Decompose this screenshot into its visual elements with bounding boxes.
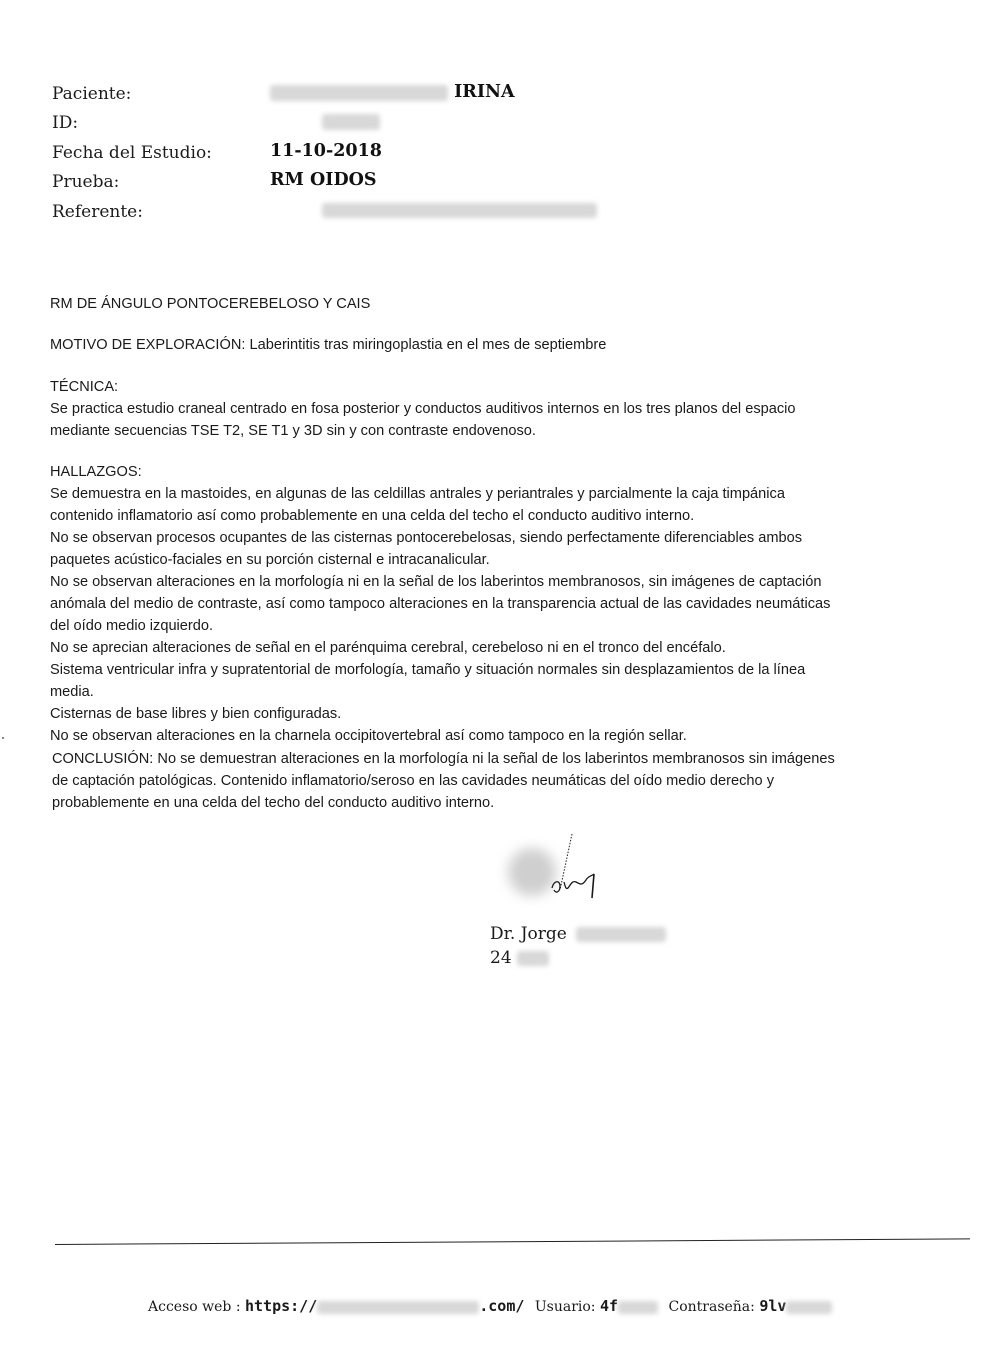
conclusion-line: de captación patológicas. Contenido inflamatorio/seroso en las cavidades neumáticas del oído medio derecho y bbox=[52, 773, 775, 789]
findings-section bbox=[50, 461, 930, 747]
referrer-row bbox=[52, 202, 652, 230]
patient-label: Paciente: bbox=[52, 84, 132, 104]
redacted-doctor-surname bbox=[576, 927, 666, 942]
technique-heading: TÉCNICA: bbox=[50, 379, 119, 395]
test-label: Prueba: bbox=[52, 172, 120, 192]
redacted-password bbox=[786, 1301, 832, 1314]
user-value: 4f bbox=[599, 1297, 619, 1315]
doctor-id-row bbox=[490, 946, 666, 970]
redacted-url bbox=[317, 1301, 479, 1314]
study-date-label: Fecha del Estudio: bbox=[52, 143, 212, 163]
report-title: RM DE ÁNGULO PONTOCEREBELOSO Y CAIS bbox=[50, 296, 371, 312]
doctor-name: Dr. Jorge bbox=[490, 924, 567, 944]
technique-line: mediante secuencias TSE T2, SE T1 y 3D sin y con contraste endovenoso. bbox=[50, 423, 536, 439]
findings-line: Cisternas de base libres y bien configuradas. bbox=[50, 706, 342, 722]
patient-first-name: IRINA bbox=[454, 82, 515, 102]
id-label: ID: bbox=[52, 113, 79, 133]
findings-line: No se observan alteraciones en la morfología ni en la señal de los laberintos membranosos, sin imágenes de captación bbox=[50, 574, 822, 590]
findings-line: Se demuestra en la mastoides, en algunas de las celdillas antrales y periantrales y parcialmente la caja timpánica bbox=[50, 486, 785, 502]
redacted-patient-surname bbox=[270, 85, 448, 101]
findings-line: No se observan procesos ocupantes de las cisternas pontocerebelosas, siendo perfectamente diferenciables ambos bbox=[50, 530, 803, 546]
web-url-prefix: https:// bbox=[245, 1297, 318, 1315]
web-access-footer bbox=[148, 1297, 832, 1315]
password-value: 9lv bbox=[759, 1297, 787, 1315]
findings-line: del oído medio izquierdo. bbox=[50, 618, 214, 634]
id-row bbox=[52, 113, 652, 141]
findings-line: media. bbox=[50, 684, 94, 700]
redacted-doctor-id bbox=[517, 951, 549, 966]
patient-value bbox=[270, 82, 515, 102]
footer-divider bbox=[55, 1238, 970, 1245]
web-access-label: Acceso web : bbox=[148, 1299, 241, 1315]
signature bbox=[490, 830, 690, 910]
study-date-row bbox=[52, 143, 652, 171]
findings-heading: HALLAZGOS: bbox=[50, 464, 142, 480]
test-row bbox=[52, 172, 652, 200]
user-label: Usuario: bbox=[534, 1299, 596, 1315]
findings-line: anómala del medio de contraste, así como tampoco alteraciones en la transparencia actual de las cavidades neumáticas bbox=[50, 596, 831, 612]
technique-section bbox=[50, 376, 930, 442]
scan-artifact bbox=[2, 737, 4, 739]
findings-line: No se aprecian alteraciones de señal en el parénquima cerebral, cerebeloso ni en el tronco del encéfalo. bbox=[50, 640, 726, 656]
findings-line: paquetes acústico-faciales en su porción cisternal e intracanalicular. bbox=[50, 552, 490, 568]
referrer-label: Referente: bbox=[52, 202, 143, 222]
web-url-suffix: .com/ bbox=[479, 1297, 525, 1315]
id-value bbox=[270, 111, 380, 131]
findings-line: contenido inflamatorio así como probablemente en una celda del techo el conducto auditivo interno. bbox=[50, 508, 695, 524]
findings-line: Sistema ventricular infra y supratentorial de morfología, tamaño y situación normales sin desplazamientos de la línea bbox=[50, 662, 806, 678]
exam-reason: MOTIVO DE EXPLORACIÓN: Laberintitis tras miringoplastia en el mes de septiembre bbox=[50, 337, 607, 353]
doctor-name-row bbox=[490, 922, 666, 946]
redacted-id bbox=[322, 114, 380, 130]
findings-line: No se observan alteraciones en la charnela occipitovertebral así como tampoco en la región sellar. bbox=[50, 728, 687, 744]
referrer-value bbox=[270, 200, 597, 220]
technique-line: Se practica estudio craneal centrado en fosa posterior y conductos auditivos internos en los tres planos del espacio bbox=[50, 401, 796, 417]
doctor-block bbox=[490, 922, 666, 970]
patient-row bbox=[52, 84, 652, 112]
conclusion-section bbox=[52, 748, 932, 814]
test-value: RM OIDOS bbox=[270, 170, 377, 190]
redacted-user bbox=[618, 1301, 658, 1314]
signature-scribble-icon bbox=[490, 830, 690, 910]
conclusion-line: probablemente en una celda del techo del conducto auditivo interno. bbox=[52, 795, 495, 811]
redacted-referrer bbox=[322, 203, 597, 218]
doctor-id: 24 bbox=[490, 948, 512, 968]
conclusion-line: CONCLUSIÓN: No se demuestran alteraciones en la morfología ni la señal de los laberintos membranosos sin imágenes bbox=[52, 751, 835, 767]
password-label: Contraseña: bbox=[668, 1299, 755, 1315]
study-date-value: 11-10-2018 bbox=[270, 141, 382, 161]
